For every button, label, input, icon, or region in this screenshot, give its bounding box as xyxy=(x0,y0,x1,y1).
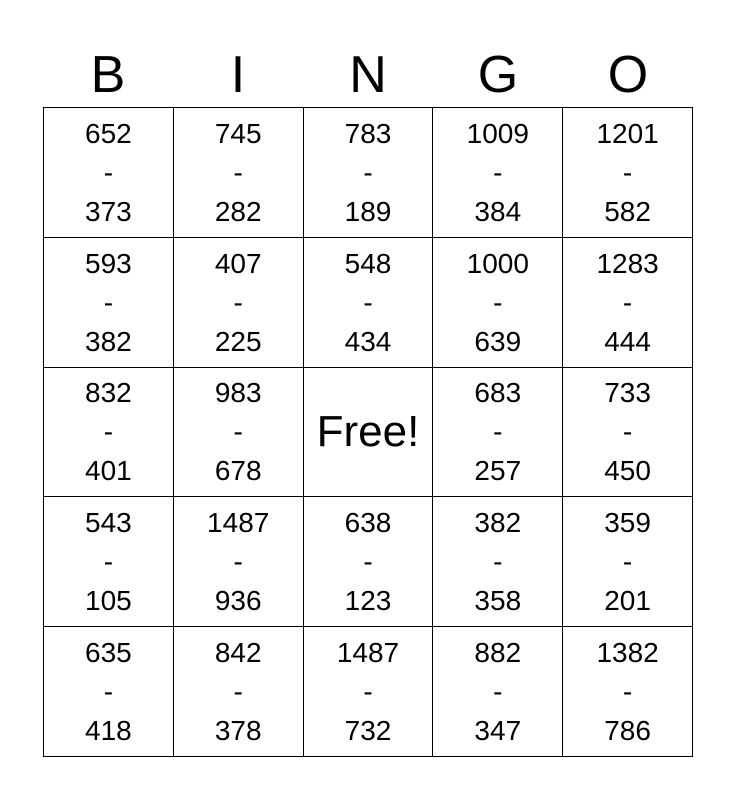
cell-minuend: 1000 xyxy=(466,247,529,279)
cell-operator: - xyxy=(493,546,503,578)
cell-minuend: 882 xyxy=(474,637,522,669)
header-letter-i: I xyxy=(230,46,246,104)
cell-operator: - xyxy=(622,676,633,708)
bingo-cell[interactable] xyxy=(304,497,434,627)
cell-subtrahend: 582 xyxy=(604,195,651,227)
cell-operator: - xyxy=(233,416,243,448)
cell-subtrahend: 936 xyxy=(214,585,262,617)
cell-minuend: 1201 xyxy=(596,117,659,149)
bingo-cell[interactable] xyxy=(44,108,174,238)
cell-operator: - xyxy=(103,156,114,188)
cell-subtrahend: 639 xyxy=(474,325,522,357)
cell-minuend: 1009 xyxy=(466,117,529,149)
bingo-cell[interactable] xyxy=(44,627,174,757)
cell-minuend: 359 xyxy=(604,507,651,539)
bingo-cell[interactable] xyxy=(44,497,174,627)
bingo-cell[interactable] xyxy=(304,238,434,368)
cell-subtrahend: 189 xyxy=(344,195,392,227)
header-letter-n: N xyxy=(349,46,387,104)
cell-minuend: 543 xyxy=(85,507,132,539)
bingo-cell[interactable] xyxy=(174,627,304,757)
bingo-grid xyxy=(43,107,693,757)
bingo-cell[interactable] xyxy=(563,497,693,627)
free-space-label: Free! xyxy=(316,407,420,457)
cell-subtrahend: 123 xyxy=(344,585,392,617)
cell-subtrahend: 418 xyxy=(85,715,132,747)
cell-operator: - xyxy=(493,286,503,318)
cell-minuend: 733 xyxy=(604,377,651,409)
cell-minuend: 783 xyxy=(344,117,392,149)
bingo-cell[interactable] xyxy=(563,627,693,757)
cell-subtrahend: 384 xyxy=(474,195,522,227)
bingo-cell[interactable] xyxy=(44,368,174,498)
cell-minuend: 832 xyxy=(85,377,132,409)
cell-subtrahend: 225 xyxy=(214,325,262,357)
bingo-cell[interactable] xyxy=(433,238,563,368)
bingo-header xyxy=(43,42,693,108)
cell-minuend: 1487 xyxy=(336,637,400,669)
cell-subtrahend: 201 xyxy=(604,585,651,617)
cell-operator: - xyxy=(493,416,503,448)
header-letter-o: O xyxy=(607,46,649,104)
bingo-cell[interactable] xyxy=(304,108,434,238)
cell-minuend: 638 xyxy=(344,507,392,539)
bingo-cell[interactable] xyxy=(433,368,563,498)
cell-minuend: 842 xyxy=(214,637,262,669)
bingo-cell[interactable] xyxy=(433,108,563,238)
cell-operator: - xyxy=(622,416,633,448)
header-letter-g: G xyxy=(477,46,519,104)
cell-operator: - xyxy=(363,286,373,318)
cell-minuend: 1487 xyxy=(207,507,270,539)
cell-minuend: 1382 xyxy=(596,637,659,669)
cell-operator: - xyxy=(233,286,243,318)
cell-minuend: 635 xyxy=(85,637,132,669)
free-space-cell[interactable] xyxy=(304,368,434,498)
bingo-cell[interactable] xyxy=(563,108,693,238)
bingo-cell[interactable] xyxy=(304,627,434,757)
cell-minuend: 382 xyxy=(474,507,522,539)
bingo-cell[interactable] xyxy=(433,627,563,757)
cell-operator: - xyxy=(103,676,114,708)
bingo-cell[interactable] xyxy=(433,497,563,627)
cell-operator: - xyxy=(103,416,114,448)
cell-operator: - xyxy=(103,546,114,578)
cell-subtrahend: 786 xyxy=(604,715,651,747)
cell-minuend: 652 xyxy=(85,117,132,149)
cell-minuend: 983 xyxy=(214,377,262,409)
cell-operator: - xyxy=(363,546,373,578)
cell-subtrahend: 347 xyxy=(474,715,522,747)
cell-subtrahend: 444 xyxy=(604,325,651,357)
bingo-cell[interactable] xyxy=(174,497,304,627)
cell-minuend: 683 xyxy=(474,377,522,409)
cell-minuend: 593 xyxy=(85,247,132,279)
cell-subtrahend: 378 xyxy=(214,715,262,747)
cell-minuend: 1283 xyxy=(596,247,659,279)
header-letter-b: B xyxy=(90,46,126,104)
bingo-cell[interactable] xyxy=(174,368,304,498)
cell-operator: - xyxy=(622,286,633,318)
cell-subtrahend: 434 xyxy=(344,325,392,357)
cell-operator: - xyxy=(233,676,243,708)
cell-subtrahend: 732 xyxy=(344,715,392,747)
cell-subtrahend: 678 xyxy=(214,455,262,487)
cell-operator: - xyxy=(622,156,633,188)
cell-minuend: 548 xyxy=(344,247,392,279)
cell-subtrahend: 450 xyxy=(604,455,651,487)
cell-operator: - xyxy=(622,546,633,578)
cell-minuend: 745 xyxy=(214,117,262,149)
cell-subtrahend: 105 xyxy=(85,585,132,617)
cell-operator: - xyxy=(363,156,373,188)
cell-subtrahend: 401 xyxy=(85,455,132,487)
cell-operator: - xyxy=(233,156,243,188)
cell-operator: - xyxy=(493,676,503,708)
bingo-cell[interactable] xyxy=(174,108,304,238)
cell-subtrahend: 282 xyxy=(214,195,262,227)
bingo-cell[interactable] xyxy=(563,368,693,498)
cell-operator: - xyxy=(103,286,114,318)
bingo-cell[interactable] xyxy=(44,238,174,368)
cell-subtrahend: 382 xyxy=(85,325,132,357)
bingo-cell[interactable] xyxy=(563,238,693,368)
cell-subtrahend: 257 xyxy=(474,455,522,487)
cell-subtrahend: 358 xyxy=(474,585,522,617)
cell-minuend: 407 xyxy=(214,247,262,279)
cell-subtrahend: 373 xyxy=(85,195,132,227)
bingo-cell[interactable] xyxy=(174,238,304,368)
cell-operator: - xyxy=(363,676,373,708)
cell-operator: - xyxy=(493,156,503,188)
cell-operator: - xyxy=(233,546,243,578)
